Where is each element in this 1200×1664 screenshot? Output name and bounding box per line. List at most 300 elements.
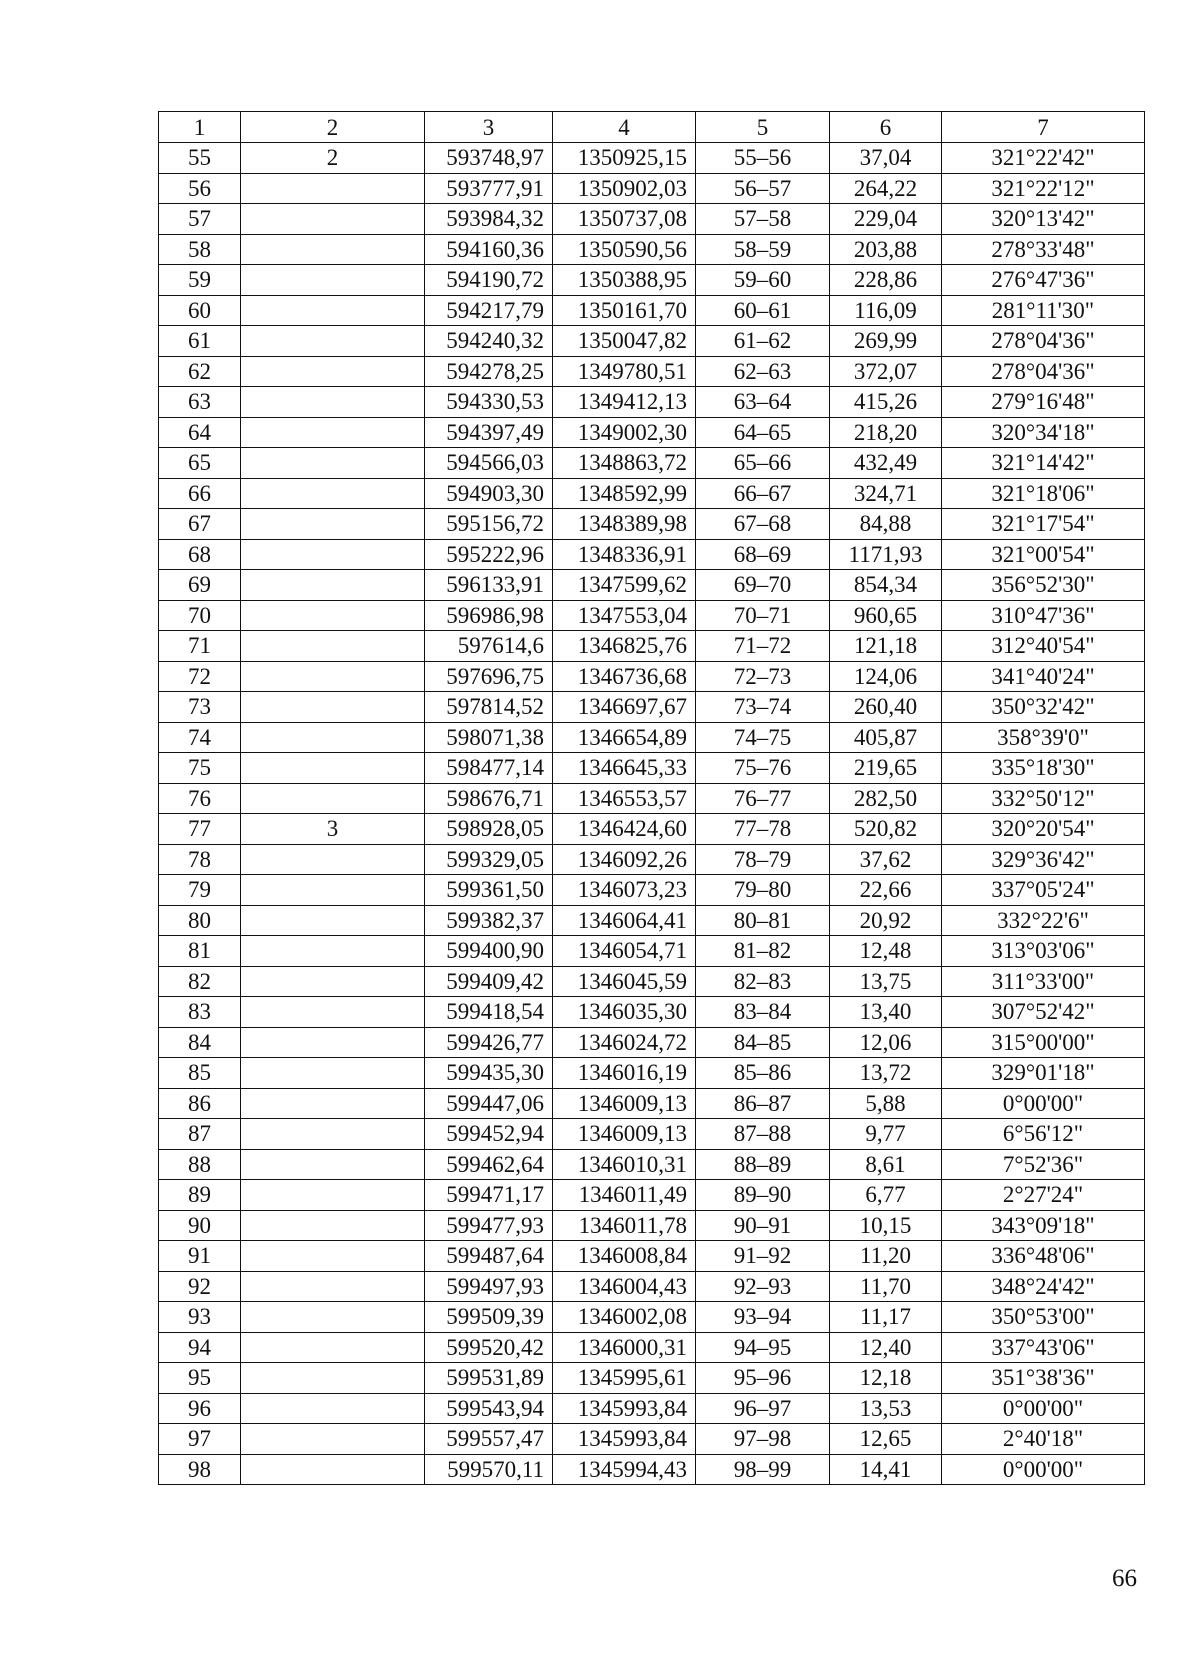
point-number-cell: 95	[159, 1363, 241, 1394]
x-coordinate-cell: 599471,17	[425, 1180, 553, 1211]
bearing-cell: 321°00'54"	[942, 539, 1145, 570]
point-number-cell: 62	[159, 356, 241, 387]
bearing-cell: 321°17'54"	[942, 509, 1145, 540]
segment-cell: 83–84	[696, 997, 830, 1028]
point-number-cell: 56	[159, 173, 241, 204]
segment-cell: 75–76	[696, 753, 830, 784]
point-number-cell: 89	[159, 1180, 241, 1211]
y-coordinate-cell: 1346064,41	[553, 905, 696, 936]
segment-cell: 55–56	[696, 143, 830, 174]
header-cell-segment: 5	[696, 112, 830, 143]
section-cell	[241, 1119, 425, 1150]
y-coordinate-cell: 1346016,19	[553, 1058, 696, 1089]
segment-cell: 84–85	[696, 1027, 830, 1058]
segment-cell: 63–64	[696, 387, 830, 418]
table-row	[159, 1332, 1145, 1363]
point-number-cell: 87	[159, 1119, 241, 1150]
length-cell: 11,17	[830, 1302, 942, 1333]
section-cell	[241, 722, 425, 753]
segment-cell: 95–96	[696, 1363, 830, 1394]
y-coordinate-cell: 1350047,82	[553, 326, 696, 357]
x-coordinate-cell: 599447,06	[425, 1088, 553, 1119]
x-coordinate-cell: 593777,91	[425, 173, 553, 204]
x-coordinate-cell: 599477,93	[425, 1210, 553, 1241]
y-coordinate-cell: 1350590,56	[553, 234, 696, 265]
segment-cell: 73–74	[696, 692, 830, 723]
x-coordinate-cell: 599497,93	[425, 1271, 553, 1302]
x-coordinate-cell: 598071,38	[425, 722, 553, 753]
y-coordinate-cell: 1346073,23	[553, 875, 696, 906]
table-row	[159, 1180, 1145, 1211]
length-cell: 121,18	[830, 631, 942, 662]
bearing-cell: 279°16'48"	[942, 387, 1145, 418]
point-number-cell: 57	[159, 204, 241, 235]
bearing-cell: 313°03'06"	[942, 936, 1145, 967]
section-cell	[241, 905, 425, 936]
table-row	[159, 1027, 1145, 1058]
y-coordinate-cell: 1346009,13	[553, 1088, 696, 1119]
table-row	[159, 417, 1145, 448]
x-coordinate-cell: 599418,54	[425, 997, 553, 1028]
bearing-cell: 320°13'42"	[942, 204, 1145, 235]
length-cell: 8,61	[830, 1149, 942, 1180]
y-coordinate-cell: 1350737,08	[553, 204, 696, 235]
y-coordinate-cell: 1346000,31	[553, 1332, 696, 1363]
section-cell	[241, 478, 425, 509]
bearing-cell: 2°40'18"	[942, 1424, 1145, 1455]
y-coordinate-cell: 1346004,43	[553, 1271, 696, 1302]
section-cell	[241, 356, 425, 387]
table-row	[159, 722, 1145, 753]
bearing-cell: 2°27'24"	[942, 1180, 1145, 1211]
section-cell	[241, 1332, 425, 1363]
bearing-cell: 307°52'42"	[942, 997, 1145, 1028]
table-row	[159, 1424, 1145, 1455]
bearing-cell: 335°18'30"	[942, 753, 1145, 784]
segment-cell: 85–86	[696, 1058, 830, 1089]
point-number-cell: 66	[159, 478, 241, 509]
segment-cell: 71–72	[696, 631, 830, 662]
bearing-cell: 336°48'06"	[942, 1241, 1145, 1272]
length-cell: 1171,93	[830, 539, 942, 570]
x-coordinate-cell: 599520,42	[425, 1332, 553, 1363]
segment-cell: 79–80	[696, 875, 830, 906]
table-row	[159, 875, 1145, 906]
segment-cell: 93–94	[696, 1302, 830, 1333]
segment-cell: 81–82	[696, 936, 830, 967]
y-coordinate-cell: 1346736,68	[553, 661, 696, 692]
length-cell: 219,65	[830, 753, 942, 784]
x-coordinate-cell: 597696,75	[425, 661, 553, 692]
x-coordinate-cell: 598477,14	[425, 753, 553, 784]
length-cell: 415,26	[830, 387, 942, 418]
point-number-cell: 65	[159, 448, 241, 479]
point-number-cell: 94	[159, 1332, 241, 1363]
segment-cell: 80–81	[696, 905, 830, 936]
y-coordinate-cell: 1346424,60	[553, 814, 696, 845]
length-cell: 269,99	[830, 326, 942, 357]
bearing-cell: 0°00'00"	[942, 1454, 1145, 1485]
x-coordinate-cell: 599409,42	[425, 966, 553, 997]
coordinates-table	[158, 111, 1145, 1485]
y-coordinate-cell: 1345993,84	[553, 1393, 696, 1424]
point-number-cell: 73	[159, 692, 241, 723]
point-number-cell: 75	[159, 753, 241, 784]
segment-cell: 74–75	[696, 722, 830, 753]
segment-cell: 72–73	[696, 661, 830, 692]
y-coordinate-cell: 1346035,30	[553, 997, 696, 1028]
point-number-cell: 74	[159, 722, 241, 753]
bearing-cell: 332°50'12"	[942, 783, 1145, 814]
table-row	[159, 570, 1145, 601]
table-row	[159, 753, 1145, 784]
point-number-cell: 55	[159, 143, 241, 174]
y-coordinate-cell: 1345995,61	[553, 1363, 696, 1394]
y-coordinate-cell: 1350925,15	[553, 143, 696, 174]
table-row	[159, 326, 1145, 357]
x-coordinate-cell: 593984,32	[425, 204, 553, 235]
y-coordinate-cell: 1346045,59	[553, 966, 696, 997]
section-cell: 3	[241, 814, 425, 845]
point-number-cell: 72	[159, 661, 241, 692]
bearing-cell: 321°18'06"	[942, 478, 1145, 509]
y-coordinate-cell: 1346054,71	[553, 936, 696, 967]
segment-cell: 67–68	[696, 509, 830, 540]
header-cell-y: 4	[553, 112, 696, 143]
section-cell	[241, 539, 425, 570]
table-row	[159, 1088, 1145, 1119]
segment-cell: 88–89	[696, 1149, 830, 1180]
bearing-cell: 278°04'36"	[942, 356, 1145, 387]
x-coordinate-cell: 597614,6	[425, 631, 553, 662]
section-cell	[241, 204, 425, 235]
header-row	[159, 112, 1145, 143]
table-row	[159, 661, 1145, 692]
section-cell	[241, 173, 425, 204]
section-cell	[241, 936, 425, 967]
table-row	[159, 966, 1145, 997]
y-coordinate-cell: 1350161,70	[553, 295, 696, 326]
y-coordinate-cell: 1349002,30	[553, 417, 696, 448]
section-cell	[241, 1454, 425, 1485]
length-cell: 12,65	[830, 1424, 942, 1455]
section-cell	[241, 1149, 425, 1180]
bearing-cell: 348°24'42"	[942, 1271, 1145, 1302]
table-row	[159, 509, 1145, 540]
section-cell	[241, 661, 425, 692]
segment-cell: 94–95	[696, 1332, 830, 1363]
x-coordinate-cell: 598928,05	[425, 814, 553, 845]
table-row	[159, 600, 1145, 631]
bearing-cell: 329°01'18"	[942, 1058, 1145, 1089]
table-row	[159, 997, 1145, 1028]
y-coordinate-cell: 1346002,08	[553, 1302, 696, 1333]
bearing-cell: 329°36'42"	[942, 844, 1145, 875]
y-coordinate-cell: 1348863,72	[553, 448, 696, 479]
x-coordinate-cell: 594240,32	[425, 326, 553, 357]
segment-cell: 57–58	[696, 204, 830, 235]
segment-cell: 66–67	[696, 478, 830, 509]
bearing-cell: 337°05'24"	[942, 875, 1145, 906]
bearing-cell: 350°53'00"	[942, 1302, 1145, 1333]
bearing-cell: 350°32'42"	[942, 692, 1145, 723]
y-coordinate-cell: 1346553,57	[553, 783, 696, 814]
section-cell	[241, 387, 425, 418]
bearing-cell: 278°33'48"	[942, 234, 1145, 265]
bearing-cell: 341°40'24"	[942, 661, 1145, 692]
x-coordinate-cell: 599452,94	[425, 1119, 553, 1150]
section-cell	[241, 875, 425, 906]
length-cell: 13,75	[830, 966, 942, 997]
table-row	[159, 905, 1145, 936]
page-number: 66	[1112, 1565, 1137, 1592]
length-cell: 116,09	[830, 295, 942, 326]
bearing-cell: 332°22'6"	[942, 905, 1145, 936]
length-cell: 854,34	[830, 570, 942, 601]
point-number-cell: 64	[159, 417, 241, 448]
table-body	[159, 112, 1145, 1485]
segment-cell: 61–62	[696, 326, 830, 357]
table-row	[159, 1058, 1145, 1089]
segment-cell: 60–61	[696, 295, 830, 326]
y-coordinate-cell: 1346011,78	[553, 1210, 696, 1241]
table-row	[159, 448, 1145, 479]
length-cell: 11,20	[830, 1241, 942, 1272]
point-number-cell: 58	[159, 234, 241, 265]
point-number-cell: 80	[159, 905, 241, 936]
length-cell: 218,20	[830, 417, 942, 448]
table-row	[159, 539, 1145, 570]
bearing-cell: 351°38'36"	[942, 1363, 1145, 1394]
table-row	[159, 1271, 1145, 1302]
point-number-cell: 60	[159, 295, 241, 326]
length-cell: 124,06	[830, 661, 942, 692]
x-coordinate-cell: 599462,64	[425, 1149, 553, 1180]
length-cell: 12,06	[830, 1027, 942, 1058]
segment-cell: 69–70	[696, 570, 830, 601]
bearing-cell: 343°09'18"	[942, 1210, 1145, 1241]
point-number-cell: 61	[159, 326, 241, 357]
length-cell: 324,71	[830, 478, 942, 509]
table-row	[159, 692, 1145, 723]
bearing-cell: 312°40'54"	[942, 631, 1145, 662]
length-cell: 13,53	[830, 1393, 942, 1424]
point-number-cell: 81	[159, 936, 241, 967]
length-cell: 282,50	[830, 783, 942, 814]
table-row	[159, 814, 1145, 845]
length-cell: 12,40	[830, 1332, 942, 1363]
y-coordinate-cell: 1346092,26	[553, 844, 696, 875]
length-cell: 13,72	[830, 1058, 942, 1089]
section-cell	[241, 753, 425, 784]
segment-cell: 78–79	[696, 844, 830, 875]
segment-cell: 68–69	[696, 539, 830, 570]
segment-cell: 86–87	[696, 1088, 830, 1119]
y-coordinate-cell: 1348336,91	[553, 539, 696, 570]
section-cell	[241, 631, 425, 662]
header-cell-point-number: 1	[159, 112, 241, 143]
x-coordinate-cell: 599361,50	[425, 875, 553, 906]
header-cell-section: 2	[241, 112, 425, 143]
section-cell	[241, 1088, 425, 1119]
bearing-cell: 356°52'30"	[942, 570, 1145, 601]
bearing-cell: 321°22'42"	[942, 143, 1145, 174]
y-coordinate-cell: 1347553,04	[553, 600, 696, 631]
bearing-cell: 7°52'36"	[942, 1149, 1145, 1180]
length-cell: 228,86	[830, 265, 942, 296]
length-cell: 372,07	[830, 356, 942, 387]
y-coordinate-cell: 1346645,33	[553, 753, 696, 784]
section-cell	[241, 783, 425, 814]
section-cell	[241, 1210, 425, 1241]
length-cell: 6,77	[830, 1180, 942, 1211]
section-cell	[241, 448, 425, 479]
x-coordinate-cell: 594330,53	[425, 387, 553, 418]
point-number-cell: 98	[159, 1454, 241, 1485]
table-row	[159, 295, 1145, 326]
section-cell	[241, 1241, 425, 1272]
section-cell	[241, 265, 425, 296]
point-number-cell: 68	[159, 539, 241, 570]
x-coordinate-cell: 599557,47	[425, 1424, 553, 1455]
length-cell: 10,15	[830, 1210, 942, 1241]
section-cell	[241, 600, 425, 631]
header-cell-x: 3	[425, 112, 553, 143]
bearing-cell: 315°00'00"	[942, 1027, 1145, 1058]
table-row	[159, 1241, 1145, 1272]
section-cell	[241, 1058, 425, 1089]
segment-cell: 98–99	[696, 1454, 830, 1485]
bearing-cell: 311°33'00"	[942, 966, 1145, 997]
y-coordinate-cell: 1346009,13	[553, 1119, 696, 1150]
point-number-cell: 63	[159, 387, 241, 418]
table-row	[159, 265, 1145, 296]
y-coordinate-cell: 1346654,89	[553, 722, 696, 753]
length-cell: 12,18	[830, 1363, 942, 1394]
length-cell: 14,41	[830, 1454, 942, 1485]
length-cell: 432,49	[830, 448, 942, 479]
section-cell	[241, 1180, 425, 1211]
x-coordinate-cell: 599487,64	[425, 1241, 553, 1272]
bearing-cell: 281°11'30"	[942, 295, 1145, 326]
y-coordinate-cell: 1350388,95	[553, 265, 696, 296]
x-coordinate-cell: 599400,90	[425, 936, 553, 967]
y-coordinate-cell: 1350902,03	[553, 173, 696, 204]
bearing-cell: 321°14'42"	[942, 448, 1145, 479]
length-cell: 84,88	[830, 509, 942, 540]
point-number-cell: 96	[159, 1393, 241, 1424]
length-cell: 260,40	[830, 692, 942, 723]
point-number-cell: 69	[159, 570, 241, 601]
length-cell: 229,04	[830, 204, 942, 235]
segment-cell: 58–59	[696, 234, 830, 265]
length-cell: 37,62	[830, 844, 942, 875]
bearing-cell: 358°39'0"	[942, 722, 1145, 753]
section-cell	[241, 692, 425, 723]
y-coordinate-cell: 1346825,76	[553, 631, 696, 662]
table-row	[159, 1393, 1145, 1424]
section-cell	[241, 417, 425, 448]
length-cell: 203,88	[830, 234, 942, 265]
segment-cell: 56–57	[696, 173, 830, 204]
table-row	[159, 478, 1145, 509]
bearing-cell: 337°43'06"	[942, 1332, 1145, 1363]
bearing-cell: 310°47'36"	[942, 600, 1145, 631]
point-number-cell: 76	[159, 783, 241, 814]
section-cell	[241, 1393, 425, 1424]
length-cell: 9,77	[830, 1119, 942, 1150]
length-cell: 12,48	[830, 936, 942, 967]
length-cell: 520,82	[830, 814, 942, 845]
x-coordinate-cell: 598676,71	[425, 783, 553, 814]
section-cell	[241, 844, 425, 875]
section-cell	[241, 1424, 425, 1455]
y-coordinate-cell: 1346010,31	[553, 1149, 696, 1180]
bearing-cell: 0°00'00"	[942, 1088, 1145, 1119]
segment-cell: 90–91	[696, 1210, 830, 1241]
section-cell	[241, 326, 425, 357]
x-coordinate-cell: 594190,72	[425, 265, 553, 296]
section-cell	[241, 1027, 425, 1058]
x-coordinate-cell: 594903,30	[425, 478, 553, 509]
x-coordinate-cell: 595156,72	[425, 509, 553, 540]
table-row	[159, 356, 1145, 387]
table-row	[159, 783, 1145, 814]
section-cell	[241, 966, 425, 997]
segment-cell: 70–71	[696, 600, 830, 631]
table-row	[159, 936, 1145, 967]
y-coordinate-cell: 1346008,84	[553, 1241, 696, 1272]
point-number-cell: 85	[159, 1058, 241, 1089]
x-coordinate-cell: 599509,39	[425, 1302, 553, 1333]
bearing-cell: 0°00'00"	[942, 1393, 1145, 1424]
point-number-cell: 92	[159, 1271, 241, 1302]
point-number-cell: 71	[159, 631, 241, 662]
x-coordinate-cell: 594217,79	[425, 295, 553, 326]
section-cell	[241, 1271, 425, 1302]
bearing-cell: 278°04'36"	[942, 326, 1145, 357]
x-coordinate-cell: 599435,30	[425, 1058, 553, 1089]
section-cell	[241, 997, 425, 1028]
bearing-cell: 321°22'12"	[942, 173, 1145, 204]
x-coordinate-cell: 596133,91	[425, 570, 553, 601]
section-cell	[241, 1302, 425, 1333]
section-cell	[241, 570, 425, 601]
x-coordinate-cell: 593748,97	[425, 143, 553, 174]
length-cell: 11,70	[830, 1271, 942, 1302]
table-row	[159, 1302, 1145, 1333]
section-cell	[241, 509, 425, 540]
x-coordinate-cell: 594278,25	[425, 356, 553, 387]
segment-cell: 77–78	[696, 814, 830, 845]
point-number-cell: 82	[159, 966, 241, 997]
table-row	[159, 143, 1145, 174]
bearing-cell: 6°56'12"	[942, 1119, 1145, 1150]
table-row	[159, 204, 1145, 235]
x-coordinate-cell: 597814,52	[425, 692, 553, 723]
table-row	[159, 1119, 1145, 1150]
table-row	[159, 1454, 1145, 1485]
point-number-cell: 83	[159, 997, 241, 1028]
header-cell-length: 6	[830, 112, 942, 143]
segment-cell: 76–77	[696, 783, 830, 814]
length-cell: 264,22	[830, 173, 942, 204]
x-coordinate-cell: 599426,77	[425, 1027, 553, 1058]
y-coordinate-cell: 1348389,98	[553, 509, 696, 540]
section-cell: 2	[241, 143, 425, 174]
point-number-cell: 93	[159, 1302, 241, 1333]
point-number-cell: 78	[159, 844, 241, 875]
